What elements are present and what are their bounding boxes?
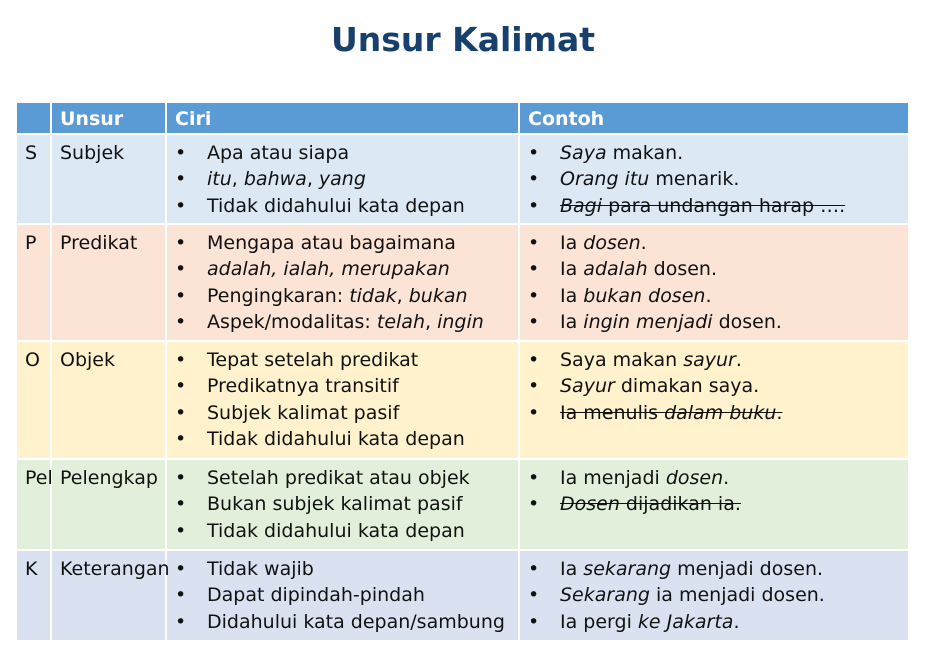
ciri-item: • Didahului kata depan/sambung [175,609,510,636]
ciri-list [175,230,510,336]
header-ciri: Ciri [166,102,519,134]
ciri-item: • Tidak didahului kata depan [175,193,510,220]
cell-contoh [519,459,909,550]
unsur-kalimat-table [15,101,910,642]
header-contoh: Contoh [519,102,909,134]
cell-ciri [166,459,519,550]
contoh-item: • Ia bukan dosen. [528,283,900,310]
ciri-item: • Predikatnya transitif [175,373,510,400]
cell-ciri [166,224,519,341]
contoh-item: • Sekarang ia menjadi dosen. [528,582,900,609]
cell-code: P [16,224,51,341]
ciri-list [175,465,510,545]
ciri-item: • Tidak didahului kata depan [175,426,510,453]
ciri-item: • itu, bahwa, yang [175,166,510,193]
cell-ciri [166,134,519,224]
contoh-item: • Ia sekarang menjadi dosen. [528,556,900,583]
contoh-item: • Saya makan. [528,140,900,167]
ciri-item: • Mengapa atau bagaimana [175,230,510,257]
contoh-item: • Ia pergi ke Jakarta. [528,609,900,636]
contoh-item: • Ia adalah dosen. [528,256,900,283]
header-unsur: Unsur [51,102,166,134]
contoh-item: • Sayur dimakan saya. [528,373,900,400]
table-row [16,341,909,459]
contoh-item: • Ia ingin menjadi dosen. [528,309,900,336]
ciri-item: • Subjek kalimat pasif [175,400,510,427]
page-title: Unsur Kalimat [330,20,596,59]
cell-unsur: Objek [51,341,166,459]
ciri-list [175,347,510,453]
ciri-item: • Tidak wajib [175,556,510,583]
contoh-item: • Saya makan sayur. [528,347,900,374]
table-header-row [16,102,909,134]
cell-code: K [16,550,51,641]
ciri-item: • adalah, ialah, merupakan [175,256,510,283]
header-code [16,102,51,134]
contoh-list [528,465,900,518]
table-row [16,550,909,641]
ciri-item: • Setelah predikat atau objek [175,465,510,492]
cell-code: O [16,341,51,459]
ciri-item: • Bukan subjek kalimat pasif [175,491,510,518]
cell-code: Pel [16,459,51,550]
contoh-item-invalid: • Bagi para undangan harap …. [528,193,900,220]
table-row [16,224,909,341]
ciri-item: • Tidak didahului kata depan [175,518,510,545]
ciri-list [175,556,510,636]
contoh-item: • Ia dosen. [528,230,900,257]
cell-contoh [519,550,909,641]
contoh-list [528,230,900,336]
contoh-list [528,347,900,427]
cell-code: S [16,134,51,224]
contoh-item-invalid: • Ia menulis dalam buku. [528,400,900,427]
ciri-item: • Apa atau siapa [175,140,510,167]
ciri-item: • Dapat dipindah-pindah [175,582,510,609]
table-row [16,134,909,224]
ciri-item: • Aspek/modalitas: telah, ingin [175,309,510,336]
cell-unsur: Keterangan [51,550,166,641]
contoh-item: • Orang itu menarik. [528,166,900,193]
cell-unsur: Subjek [51,134,166,224]
ciri-item: • Pengingkaran: tidak, bukan [175,283,510,310]
cell-ciri [166,550,519,641]
contoh-item-invalid: • Dosen dijadikan ia. [528,491,900,518]
contoh-list [528,556,900,636]
contoh-item: • Ia menjadi dosen. [528,465,900,492]
cell-unsur: Predikat [51,224,166,341]
contoh-list [528,140,900,220]
cell-contoh [519,134,909,224]
table-row [16,459,909,550]
cell-ciri [166,341,519,459]
ciri-item: • Tepat setelah predikat [175,347,510,374]
cell-contoh [519,224,909,341]
cell-unsur: Pelengkap [51,459,166,550]
ciri-list [175,140,510,220]
cell-contoh [519,341,909,459]
